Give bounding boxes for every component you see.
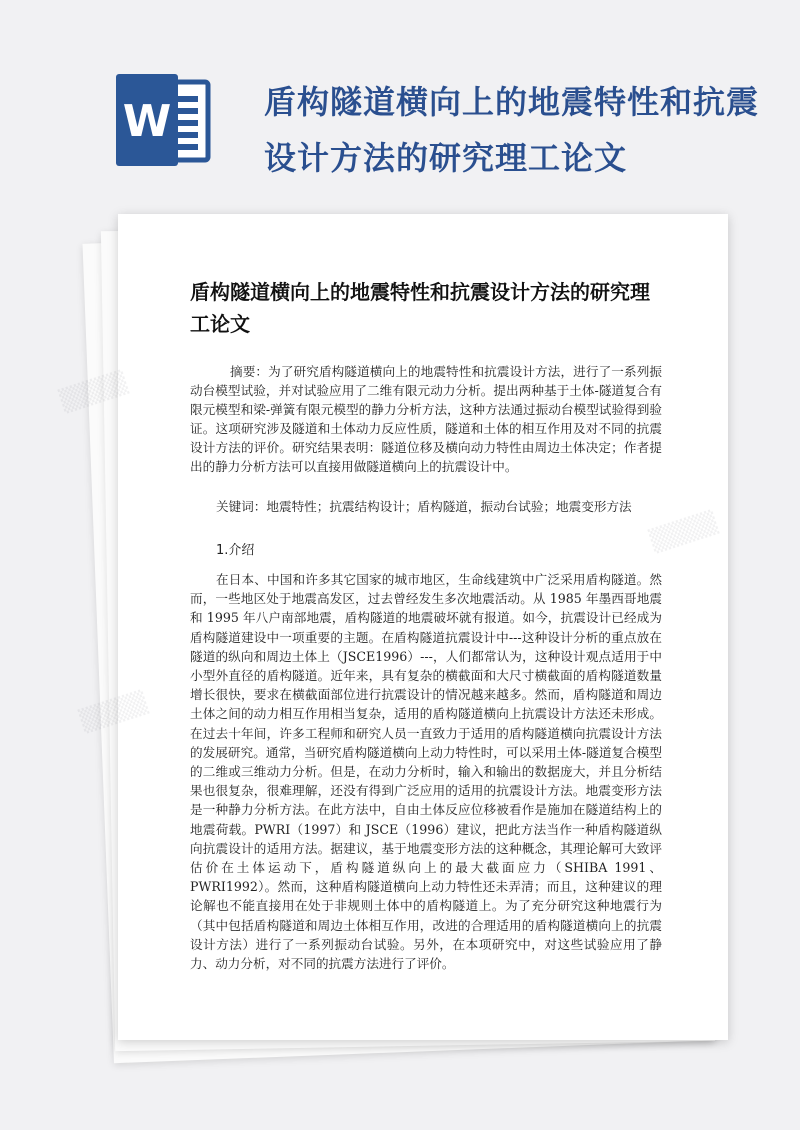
document-title: 盾构隧道横向上的地震特性和抗震设计方法的研究理工论文	[190, 280, 650, 336]
document-page	[118, 214, 728, 1040]
logo-letter: W	[122, 96, 172, 147]
word-document-icon	[112, 70, 214, 170]
page-title: 盾构隧道横向上的地震特性和抗震设计方法的研究理工论文	[264, 83, 760, 177]
keywords-paragraph: 关键词：地震特性；抗震结构设计；盾构隧道，振动台试验；地震变形方法	[216, 499, 632, 514]
section-heading: 1.介绍	[216, 543, 255, 558]
body-paragraph: 在日本、中国和许多其它国家的城市地区，生命线建筑中广泛采用盾构隧道。然而，一些地区处于地震高发区，过去曾经发生多次地震活动。从 1985 年墨西哥地震和 1995 年八户南部地震，盾构隧道的地震破坏就有报道。如今，抗震设计已经成为盾构隧道建设中一项重要的主题。在盾构隧道抗震设计中---这种设计分析的重点放在隧道的纵向和周边土体上（JSCE1996）---，人们都常认为，这种设计观点适用于中小型外直径的盾构隧道。近年来，具有复杂的横截面和大尺寸横截面的盾构隧道数量增长很快，要求在横截面部位进行抗震设计的情况越来越多。然而，盾构隧道和周边土体之间的动力相互作用相当复杂，适用的盾构隧道横向上抗震设计方法还未形成。在过去十年间，许多工程师和研究人员一直致力于适用的盾构隧道横向抗震设计方法的发展研究。通常，当研究盾构隧道横向上动力特性时，可以采用土体-隧道复合模型的二维或三维动力分析。但是，在动力分析时，输入和输出的数据庞大，并且分析结果也很复杂，很难理解，还没有得到广泛应用的适用的抗震设计方法。地震变形方法是一种静力分析方法。在此方法中，自由土体反应位移被看作是施加在隧道结构上的地震荷载。PWRI（1997）和 JSCE（1996）建议，把此方法当作一种盾构隧道纵向抗震设计的适用方法。据建议，基于地震变形方法的这种概念，其理论解可大致评估价在土体运动下，盾构隧道纵向上的最大截面应力（SHIBA 1991、PWRI1992）。然而，这种盾构隧道横向上动力特性还未弄清；而且，这种建议的理论解也不能直接用在处于非规则土体中的盾构隧道上。为了充分研究这种地震行为（其中包括盾构隧道和周边土体相互作用，改进的合理适用的盾构隧道横向上的抗震设计方法）进行了一系列振动台试验。另外，在本项研究中，对这些试验应用了静力、动力分析，对不同的抗震方法进行了评价。	[190, 572, 662, 972]
abstract-paragraph: 摘要：为了研究盾构隧道横向上的地震特性和抗震设计方法，进行了一系列振动台模型试验，并对试验应用了二维有限元动力分析。提出两种基于土体-隧道复合有限元模型和梁-弹簧有限元模型的静力分析方法，这种方法通过振动台模型试验得到验证。这项研究涉及隧道和土体动力反应性质，隧道和土体的相互作用及对不同的抗震设计方法的评价。研究结果表明：隧道位移及横向动力特性由周边土体决定；作者提出的静力分析方法可以直接用做隧道横向上的抗震设计中。	[190, 364, 662, 474]
